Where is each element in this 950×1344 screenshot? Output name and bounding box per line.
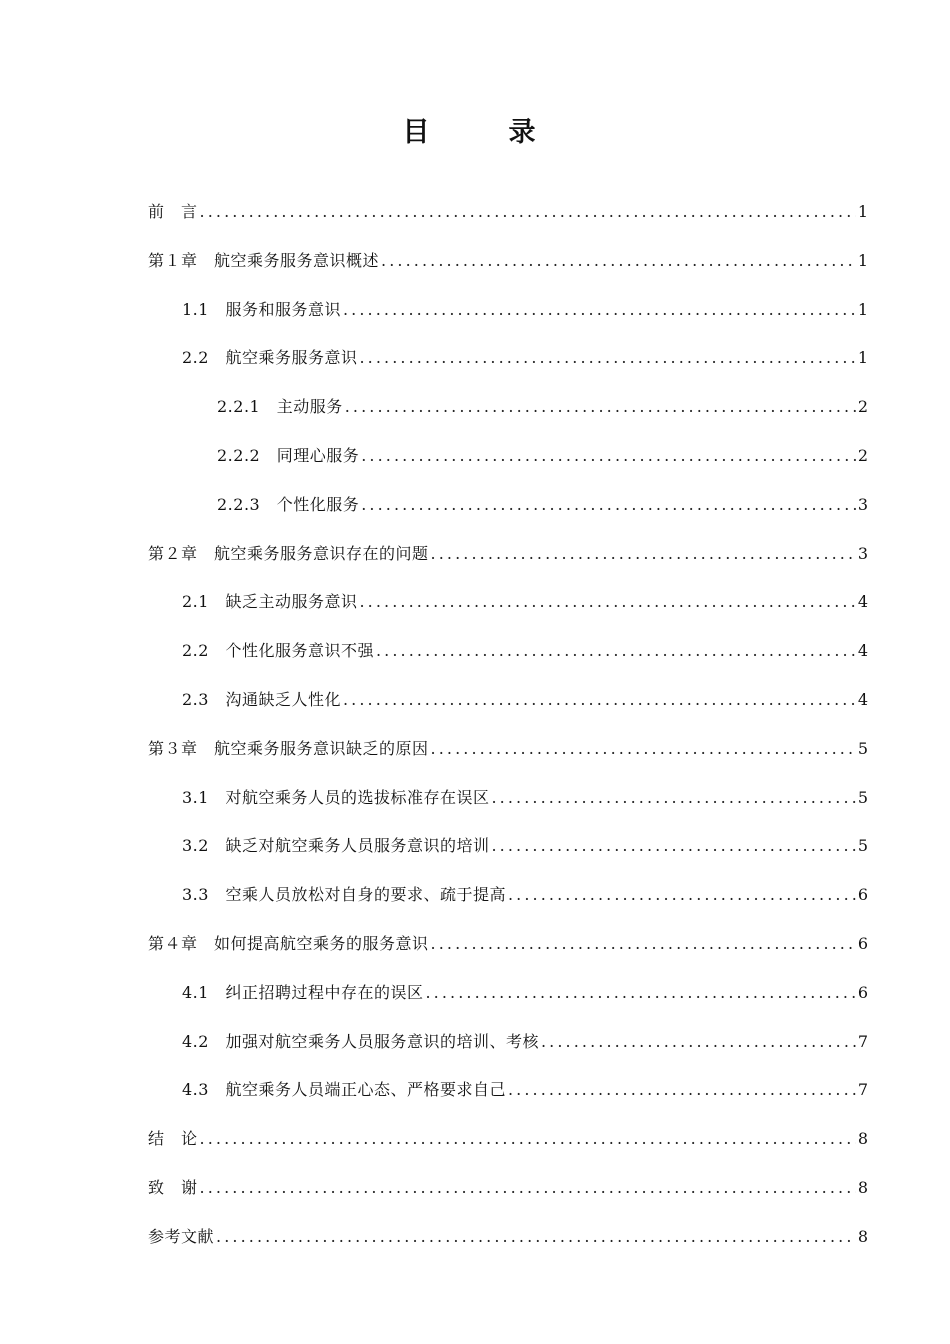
toc-leader-dots: [508, 885, 856, 904]
toc-leader-dots: [359, 348, 855, 367]
toc-entry-label: 第１章 航空乘务服务意识概述: [148, 250, 380, 270]
toc-leader-dots: [491, 788, 855, 807]
toc-entry-label: 致 谢: [148, 1177, 198, 1197]
toc-leader-dots: [381, 251, 856, 270]
toc-entry-page: 4: [857, 641, 868, 661]
toc-leader-dots: [200, 1129, 856, 1148]
toc-entry[interactable]: [148, 833, 868, 882]
toc-entry-page: 6: [857, 885, 868, 905]
toc-entry[interactable]: [148, 980, 868, 1029]
toc-entry-label: 3.2 缺乏对航空乘务人员服务意识的培训: [182, 836, 490, 856]
toc-entry-label: 4.2 加强对航空乘务人员服务意识的培训、考核: [182, 1031, 539, 1051]
toc-entry-page: 1: [857, 250, 868, 270]
toc-entry-label: 2.2.3 个性化服务: [217, 494, 360, 514]
toc-entry-page: 5: [857, 836, 868, 856]
toc-leader-dots: [361, 446, 856, 465]
toc-entry-page: 8: [857, 1226, 868, 1246]
toc-entry[interactable]: [148, 1029, 868, 1078]
toc-entry-label: 2.2 个性化服务意识不强: [182, 641, 374, 661]
toc-entry[interactable]: [148, 1175, 868, 1224]
toc-leader-dots: [431, 739, 856, 758]
toc-entry-page: 7: [857, 1080, 868, 1100]
toc-entry-label: 3.1 对航空乘务人员的选拔标准存在误区: [182, 787, 490, 807]
toc-entry-page: 4: [857, 689, 868, 709]
toc-entry[interactable]: [148, 882, 868, 931]
toc-entry-label: 2.1 缺乏主动服务意识: [182, 592, 358, 612]
toc-leader-dots: [376, 641, 856, 660]
toc-entry-page: 8: [857, 1129, 868, 1149]
toc-entry-page: 5: [857, 787, 868, 807]
toc-entry-label: 结 论: [148, 1129, 198, 1149]
toc-entry-page: 1: [857, 299, 868, 319]
toc-entry-page: 6: [857, 933, 868, 953]
toc-leader-dots: [508, 1080, 856, 1099]
toc-entry-page: 3: [857, 543, 868, 563]
toc-entry[interactable]: [148, 1126, 868, 1175]
toc-entry-label: 4.1 纠正招聘过程中存在的误区: [182, 982, 424, 1002]
toc-entry[interactable]: [148, 492, 868, 541]
toc-entry[interactable]: [148, 589, 868, 638]
toc-leader-dots: [343, 300, 856, 319]
toc-entry[interactable]: [148, 541, 868, 590]
toc-entry[interactable]: [148, 1224, 868, 1273]
toc-leader-dots: [491, 836, 855, 855]
toc-entry-label: 参考文献: [148, 1226, 215, 1246]
toc-entry-label: 1.1 服务和服务意识: [182, 299, 341, 319]
toc-leader-dots: [216, 1227, 856, 1246]
toc-entry-page: 6: [857, 982, 868, 1002]
toc-entry[interactable]: [148, 297, 868, 346]
toc-entry[interactable]: [148, 345, 868, 394]
toc-entry-page: 4: [857, 592, 868, 612]
toc-entry-label: 第２章 航空乘务服务意识存在的问题: [148, 543, 429, 563]
toc-entry[interactable]: [148, 785, 868, 834]
table-of-contents: [148, 199, 868, 1273]
toc-leader-dots: [431, 544, 856, 563]
toc-leader-dots: [343, 690, 856, 709]
toc-entry-label: 2.2.1 主动服务: [217, 397, 343, 417]
toc-entry-page: 3: [857, 494, 868, 514]
toc-entry[interactable]: [148, 687, 868, 736]
toc-entry-page: 1: [857, 348, 868, 368]
toc-entry-label: 前 言: [148, 202, 198, 221]
toc-entry-page: 5: [857, 738, 868, 758]
toc-leader-dots: [425, 983, 855, 1002]
toc-entry-label: 2.2 航空乘务服务意识: [182, 348, 358, 368]
toc-entry[interactable]: [148, 931, 868, 980]
toc-entry-page: 2: [857, 445, 868, 465]
toc-entry-page: 7: [857, 1031, 868, 1051]
toc-entry-label: 3.3 空乘人员放松对自身的要求、疏于提高: [182, 885, 506, 905]
toc-leader-dots: [431, 934, 856, 953]
toc-entry[interactable]: [148, 736, 868, 785]
toc-entry[interactable]: [148, 394, 868, 443]
toc-entry-label: 第４章 如何提高航空乘务的服务意识: [148, 933, 429, 953]
toc-entry-page: 8: [857, 1177, 868, 1197]
toc-entry[interactable]: [148, 1077, 868, 1126]
toc-entry-page: 1: [857, 202, 868, 221]
toc-entry-label: 2.2.2 同理心服务: [217, 445, 360, 465]
toc-leader-dots: [200, 202, 856, 221]
toc-entry-page: 2: [857, 397, 868, 417]
toc-entry-label: 第３章 航空乘务服务意识缺乏的原因: [148, 738, 429, 758]
toc-leader-dots: [345, 397, 856, 416]
toc-entry-label: 2.3 沟通缺乏人性化: [182, 689, 341, 709]
toc-title: 目 录: [402, 117, 562, 148]
toc-leader-dots: [361, 495, 856, 514]
toc-leader-dots: [359, 592, 855, 611]
toc-entry[interactable]: [148, 248, 868, 297]
toc-leader-dots: [200, 1178, 856, 1197]
toc-leader-dots: [541, 1032, 856, 1051]
toc-entry[interactable]: [148, 443, 868, 492]
toc-entry-label: 4.3 航空乘务人员端正心态、严格要求自己: [182, 1080, 506, 1100]
toc-entry[interactable]: [148, 199, 868, 248]
toc-entry[interactable]: [148, 638, 868, 687]
